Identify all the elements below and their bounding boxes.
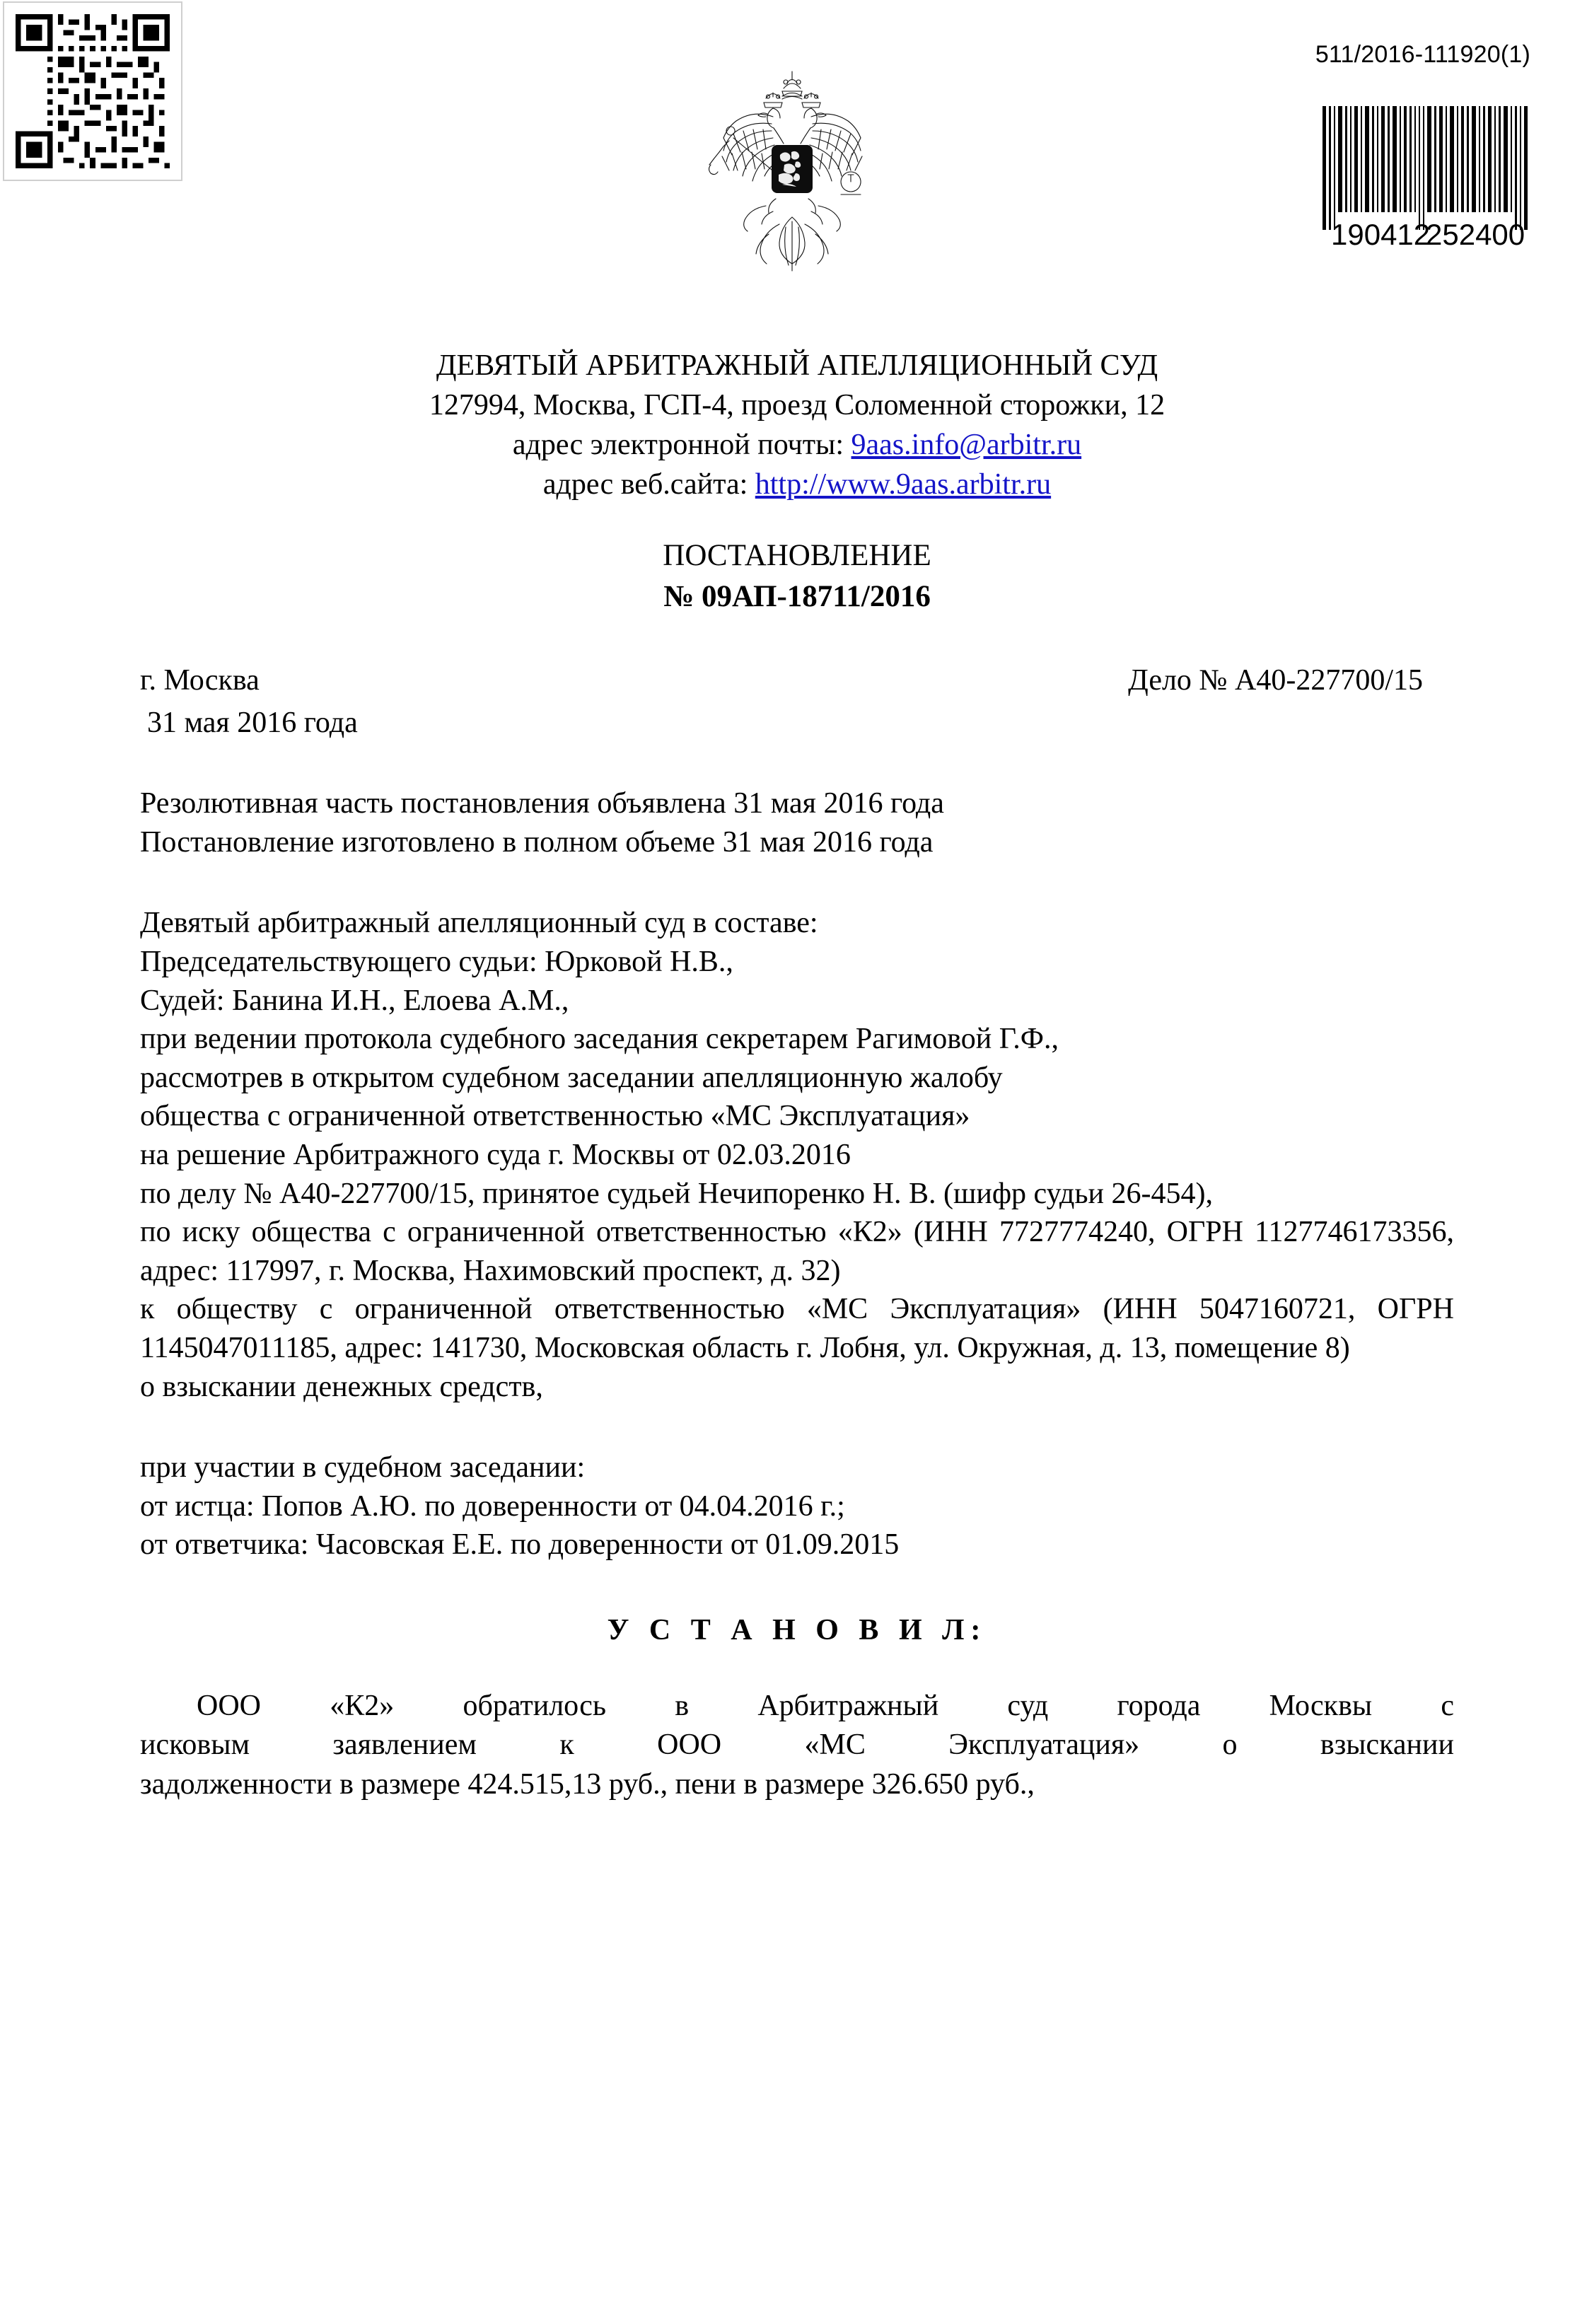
established-paragraph: [140, 1687, 1454, 1806]
court-name: ДЕВЯТЫЙ АРБИТРАЖНЫЙ АПЕЛЛЯЦИОННЫЙ СУД: [436, 349, 1158, 382]
claim-plaintiff: по иску общества с ограниченной ответственностью «К2» (ИНН 7727774240, ОГРН 1127746173356, адрес: 117997, г. Москва, Нахимовский проспект, д. 32): [140, 1216, 1454, 1287]
defendant-representative: от ответчика: Часовская Е.Е. по доверенности от 01.09.2015: [140, 1528, 900, 1562]
document-body: [140, 347, 1454, 1805]
barcode-digits-right: 252400: [1426, 218, 1525, 251]
resolutive-part-announced: Резолютивная часть постановления объявлена 31 мая 2016 года: [140, 787, 944, 820]
secretary: при ведении протокола судебного заседания секретарем Рагимовой Г.Ф.,: [140, 1023, 1059, 1056]
qr-code-icon: [16, 14, 170, 168]
established-heading: У С Т А Н О В И Л:: [607, 1613, 987, 1646]
case-reference: по делу № А40-227700/15, принятое судьей Нечипоренко Н. В. (шифр судьи 26-454),: [140, 1177, 1213, 1210]
document-kind: ПОСТАНОВЛЕНИЕ: [663, 539, 931, 573]
qr-code-box: [3, 1, 182, 181]
established-line-2: исковым заявлением к ООО «МС Эксплуатация» о взыскании: [140, 1729, 1454, 1762]
russian-coat-of-arms-icon: [690, 67, 895, 279]
court-address: 127994, Москва, ГСП-4, проезд Соломенной сторожки, 12: [429, 388, 1165, 422]
website-label: адрес веб.сайта:: [542, 467, 748, 501]
city: г. Москва: [140, 663, 260, 697]
barcode: [1318, 106, 1537, 255]
document-date: 31 мая 2016 года: [147, 706, 358, 739]
case-number: Дело № А40-227700/15: [1128, 663, 1423, 697]
considered-line: рассмотрев в открытом судебном заседании апелляционную жалобу: [140, 1061, 1003, 1094]
barcode-icon: [1318, 106, 1537, 255]
title-block: [140, 535, 1454, 617]
court-website-line: [140, 465, 1454, 505]
website-link[interactable]: http://www.9aas.arbitr.ru: [755, 467, 1052, 501]
claim-defendant: к обществу с ограниченной ответственностью «МС Эксплуатация» (ИНН 5047160721, ОГРН 1145047011185, адрес: 141730, Московская область г. Лобня, ул. Окружная, д. 13, помещение 8): [140, 1293, 1454, 1364]
emblem-svg: [690, 67, 895, 279]
participants-block: [140, 1448, 1454, 1564]
document-number: № 09АП-18711/2016: [663, 580, 931, 614]
composition-intro: Девятый арбитражный апелляционный суд в составе:: [140, 907, 818, 940]
judges: Судей: Банина И.Н., Елоева А.М.,: [140, 984, 569, 1017]
composition-block: [140, 904, 1454, 1406]
claim-subject: о взыскании денежных средств,: [140, 1370, 543, 1403]
full-text-made: Постановление изготовлено в полном объеме 31 мая 2016 года: [140, 825, 934, 859]
appealed-decision: на решение Арбитражного суда г. Москвы от 02.03.2016: [140, 1139, 851, 1171]
established-line-3: задолженности в размере 424.515,13 руб., пени в размере 326.650 руб.,: [140, 1768, 1035, 1801]
court-email-line: [140, 426, 1454, 465]
plaintiff-representative: от истца: Попов А.Ю. по доверенности от 04.04.2016 г.;: [140, 1489, 845, 1523]
barcode-digits-left: 190412: [1331, 218, 1431, 251]
presiding-judge: Председательствующего судьи: Юрковой Н.В.,: [140, 946, 733, 979]
participants-intro: при участии в судебном заседании:: [140, 1451, 586, 1485]
document-id-stamp: 511/2016-111920(1): [1315, 41, 1530, 68]
email-label: адрес электронной почты:: [512, 428, 844, 461]
appellant: общества с ограниченной ответственностью «МС Эксплуатация»: [140, 1100, 970, 1133]
announcement-block: [140, 784, 1454, 861]
email-link[interactable]: 9aas.info@arbitr.ru: [851, 428, 1082, 461]
city-case-row: [140, 661, 1454, 701]
established-line-1: ООО «К2» обратилось в Арбитражный суд города Москвы с: [197, 1689, 1454, 1722]
